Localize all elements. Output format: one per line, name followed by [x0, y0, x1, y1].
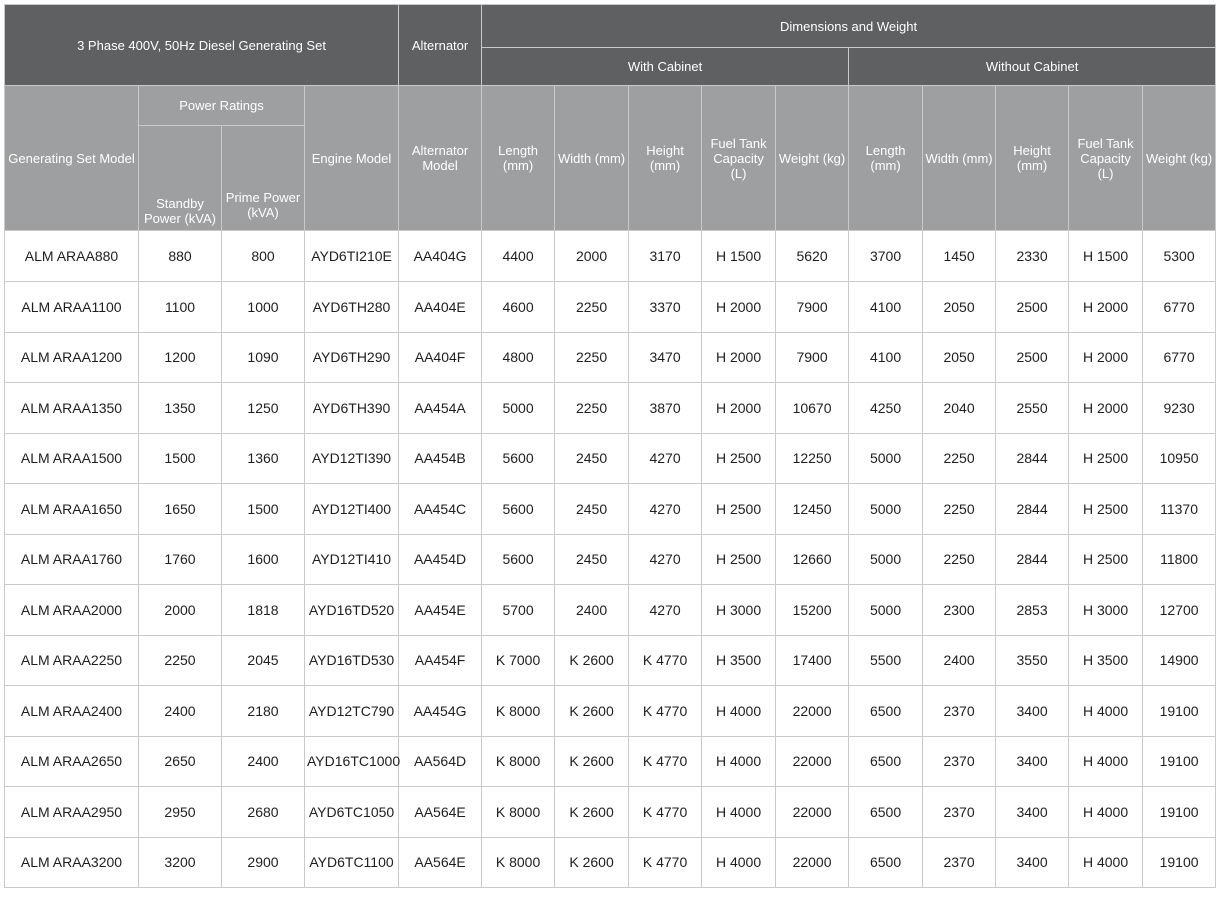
- col-header-height-nocab: Height (mm): [996, 86, 1069, 231]
- cell-weight-nocab: 10950: [1143, 433, 1216, 484]
- cell-engine-model: AYD6TC1050: [305, 787, 399, 838]
- cell-length-cab: K 7000: [482, 635, 555, 686]
- cell-prime-power: 1818: [222, 585, 305, 636]
- cell-engine-model: AYD6TI210E: [305, 231, 399, 282]
- cell-length-nocab: 4250: [849, 383, 923, 434]
- cell-height-nocab: 3400: [996, 736, 1069, 787]
- cell-weight-nocab: 11800: [1143, 534, 1216, 585]
- cell-fuel-tank-nocab: H 4000: [1069, 736, 1143, 787]
- cell-fuel-tank-cab: H 2500: [702, 534, 776, 585]
- generating-set-spec-table: [4, 4, 1216, 888]
- cell-engine-model: AYD16TD530: [305, 635, 399, 686]
- cell-height-nocab: 3400: [996, 686, 1069, 737]
- cell-width-nocab: 2050: [923, 332, 996, 383]
- cell-engine-model: AYD6TH390: [305, 383, 399, 434]
- cell-length-nocab: 6500: [849, 787, 923, 838]
- col-header-standby: Standby Power (kVA): [139, 126, 222, 231]
- cell-weight-nocab: 19100: [1143, 837, 1216, 888]
- cell-weight-cab: 10670: [776, 383, 849, 434]
- cell-height-cab: 3470: [629, 332, 702, 383]
- cell-standby-power: 2400: [139, 686, 222, 737]
- cell-standby-power: 3200: [139, 837, 222, 888]
- cell-height-nocab: 2844: [996, 534, 1069, 585]
- col-header-prime: Prime Power (kVA): [222, 126, 305, 231]
- cell-fuel-tank-cab: H 2500: [702, 484, 776, 535]
- cell-standby-power: 2650: [139, 736, 222, 787]
- table-row: [5, 736, 1216, 787]
- cell-fuel-tank-nocab: H 4000: [1069, 787, 1143, 838]
- cell-alternator-model: AA564E: [399, 837, 482, 888]
- cell-prime-power: 2045: [222, 635, 305, 686]
- table-row: [5, 231, 1216, 282]
- cell-width-cab: K 2600: [555, 686, 629, 737]
- cell-fuel-tank-nocab: H 1500: [1069, 231, 1143, 282]
- cell-standby-power: 1760: [139, 534, 222, 585]
- cell-alternator-model: AA404F: [399, 332, 482, 383]
- cell-alternator-model: AA564E: [399, 787, 482, 838]
- with-cabinet-header: With Cabinet: [482, 48, 849, 86]
- cell-standby-power: 2250: [139, 635, 222, 686]
- cell-alternator-model: AA404E: [399, 282, 482, 333]
- cell-length-nocab: 4100: [849, 282, 923, 333]
- cell-engine-model: AYD12TI390: [305, 433, 399, 484]
- cell-weight-nocab: 9230: [1143, 383, 1216, 434]
- cell-length-cab: K 8000: [482, 686, 555, 737]
- cell-alternator-model: AA454B: [399, 433, 482, 484]
- cell-prime-power: 2680: [222, 787, 305, 838]
- cell-height-cab: 4270: [629, 433, 702, 484]
- cell-prime-power: 2400: [222, 736, 305, 787]
- cell-length-cab: 4600: [482, 282, 555, 333]
- cell-standby-power: 1350: [139, 383, 222, 434]
- cell-standby-power: 2000: [139, 585, 222, 636]
- cell-width-nocab: 2250: [923, 534, 996, 585]
- col-header-length-cab: Length (mm): [482, 86, 555, 231]
- cell-fuel-tank-nocab: H 2500: [1069, 433, 1143, 484]
- cell-weight-nocab: 19100: [1143, 736, 1216, 787]
- cell-weight-cab: 15200: [776, 585, 849, 636]
- cell-fuel-tank-cab: H 4000: [702, 686, 776, 737]
- cell-width-nocab: 2300: [923, 585, 996, 636]
- cell-length-nocab: 5000: [849, 534, 923, 585]
- cell-length-cab: 5700: [482, 585, 555, 636]
- col-header-height-cab: Height (mm): [629, 86, 702, 231]
- cell-fuel-tank-nocab: H 2000: [1069, 332, 1143, 383]
- cell-length-nocab: 5000: [849, 484, 923, 535]
- cell-fuel-tank-cab: H 2000: [702, 282, 776, 333]
- col-header-width-nocab: Width (mm): [923, 86, 996, 231]
- cell-height-nocab: 3400: [996, 837, 1069, 888]
- cell-length-nocab: 5000: [849, 433, 923, 484]
- col-header-length-nocab: Length (mm): [849, 86, 923, 231]
- cell-alternator-model: AA454E: [399, 585, 482, 636]
- cell-width-cab: 2250: [555, 282, 629, 333]
- table-row: [5, 585, 1216, 636]
- cell-model: ALM ARAA2400: [5, 686, 139, 737]
- generating-set-title: 3 Phase 400V, 50Hz Diesel Generating Set: [5, 5, 399, 86]
- cell-weight-cab: 12450: [776, 484, 849, 535]
- cell-prime-power: 1090: [222, 332, 305, 383]
- cell-fuel-tank-nocab: H 2000: [1069, 282, 1143, 333]
- table-row: [5, 433, 1216, 484]
- cell-width-cab: K 2600: [555, 736, 629, 787]
- cell-length-nocab: 6500: [849, 837, 923, 888]
- cell-fuel-tank-cab: H 2500: [702, 433, 776, 484]
- cell-width-nocab: 2370: [923, 736, 996, 787]
- cell-height-cab: 4270: [629, 484, 702, 535]
- cell-model: ALM ARAA1500: [5, 433, 139, 484]
- cell-standby-power: 1650: [139, 484, 222, 535]
- cell-length-cab: K 8000: [482, 787, 555, 838]
- power-ratings-header: Power Ratings: [139, 86, 305, 126]
- cell-length-cab: 4800: [482, 332, 555, 383]
- cell-standby-power: 2950: [139, 787, 222, 838]
- cell-prime-power: 1250: [222, 383, 305, 434]
- cell-length-cab: K 8000: [482, 837, 555, 888]
- cell-fuel-tank-nocab: H 2000: [1069, 383, 1143, 434]
- table-row: [5, 686, 1216, 737]
- cell-weight-nocab: 19100: [1143, 686, 1216, 737]
- cell-width-nocab: 2400: [923, 635, 996, 686]
- cell-engine-model: AYD6TH290: [305, 332, 399, 383]
- cell-length-nocab: 6500: [849, 736, 923, 787]
- cell-width-cab: 2450: [555, 534, 629, 585]
- cell-weight-nocab: 6770: [1143, 282, 1216, 333]
- cell-weight-cab: 22000: [776, 787, 849, 838]
- cell-height-cab: 3370: [629, 282, 702, 333]
- cell-width-cab: 2400: [555, 585, 629, 636]
- cell-height-nocab: 2844: [996, 433, 1069, 484]
- cell-length-cab: 5000: [482, 383, 555, 434]
- table-row: [5, 534, 1216, 585]
- cell-width-nocab: 2250: [923, 484, 996, 535]
- cell-standby-power: 1500: [139, 433, 222, 484]
- cell-standby-power: 1100: [139, 282, 222, 333]
- table-row: [5, 635, 1216, 686]
- cell-length-nocab: 3700: [849, 231, 923, 282]
- cell-model: ALM ARAA1100: [5, 282, 139, 333]
- cell-height-nocab: 3550: [996, 635, 1069, 686]
- cell-width-cab: 2250: [555, 383, 629, 434]
- cell-engine-model: AYD12TI410: [305, 534, 399, 585]
- cell-model: ALM ARAA2000: [5, 585, 139, 636]
- col-header-fuel-nocab: Fuel Tank Capacity (L): [1069, 86, 1143, 231]
- cell-weight-cab: 22000: [776, 837, 849, 888]
- cell-height-cab: K 4770: [629, 837, 702, 888]
- cell-height-cab: 4270: [629, 534, 702, 585]
- cell-width-nocab: 1450: [923, 231, 996, 282]
- cell-height-nocab: 2500: [996, 332, 1069, 383]
- alternator-group-header: Alternator: [399, 5, 482, 86]
- cell-width-nocab: 2370: [923, 837, 996, 888]
- cell-height-nocab: 2853: [996, 585, 1069, 636]
- cell-alternator-model: AA454C: [399, 484, 482, 535]
- cell-height-cab: 3170: [629, 231, 702, 282]
- cell-width-cab: K 2600: [555, 635, 629, 686]
- cell-engine-model: AYD6TH280: [305, 282, 399, 333]
- cell-width-cab: K 2600: [555, 837, 629, 888]
- cell-engine-model: AYD6TC1100: [305, 837, 399, 888]
- cell-model: ALM ARAA880: [5, 231, 139, 282]
- cell-weight-cab: 17400: [776, 635, 849, 686]
- table-body: [5, 231, 1216, 888]
- cell-model: ALM ARAA1350: [5, 383, 139, 434]
- cell-alternator-model: AA564D: [399, 736, 482, 787]
- cell-model: ALM ARAA1200: [5, 332, 139, 383]
- col-header-model: Generating Set Model: [5, 86, 139, 231]
- cell-standby-power: 880: [139, 231, 222, 282]
- cell-fuel-tank-nocab: H 4000: [1069, 686, 1143, 737]
- cell-fuel-tank-cab: H 1500: [702, 231, 776, 282]
- cell-model: ALM ARAA2950: [5, 787, 139, 838]
- cell-height-nocab: 2500: [996, 282, 1069, 333]
- cell-weight-cab: 5620: [776, 231, 849, 282]
- cell-fuel-tank-nocab: H 3500: [1069, 635, 1143, 686]
- table-row: [5, 787, 1216, 838]
- cell-weight-nocab: 6770: [1143, 332, 1216, 383]
- cell-weight-cab: 7900: [776, 282, 849, 333]
- dimensions-weight-header: Dimensions and Weight: [482, 5, 1216, 48]
- cell-weight-nocab: 5300: [1143, 231, 1216, 282]
- cell-height-cab: K 4770: [629, 635, 702, 686]
- cell-weight-nocab: 11370: [1143, 484, 1216, 535]
- cell-length-nocab: 5000: [849, 585, 923, 636]
- cell-height-cab: K 4770: [629, 686, 702, 737]
- cell-fuel-tank-nocab: H 4000: [1069, 837, 1143, 888]
- cell-weight-nocab: 19100: [1143, 787, 1216, 838]
- cell-width-nocab: 2370: [923, 686, 996, 737]
- cell-width-cab: K 2600: [555, 787, 629, 838]
- col-header-weight-nocab: Weight (kg): [1143, 86, 1216, 231]
- cell-width-nocab: 2250: [923, 433, 996, 484]
- cell-height-cab: K 4770: [629, 787, 702, 838]
- cell-model: ALM ARAA2650: [5, 736, 139, 787]
- table-row: [5, 837, 1216, 888]
- cell-model: ALM ARAA3200: [5, 837, 139, 888]
- table-row: [5, 332, 1216, 383]
- cell-height-nocab: 2844: [996, 484, 1069, 535]
- cell-model: ALM ARAA1650: [5, 484, 139, 535]
- cell-prime-power: 1500: [222, 484, 305, 535]
- cell-length-nocab: 5500: [849, 635, 923, 686]
- cell-alternator-model: AA454F: [399, 635, 482, 686]
- cell-model: ALM ARAA2250: [5, 635, 139, 686]
- cell-alternator-model: AA454G: [399, 686, 482, 737]
- cell-fuel-tank-nocab: H 3000: [1069, 585, 1143, 636]
- cell-height-nocab: 2550: [996, 383, 1069, 434]
- col-header-fuel-cab: Fuel Tank Capacity (L): [702, 86, 776, 231]
- col-header-weight-cab: Weight (kg): [776, 86, 849, 231]
- cell-fuel-tank-cab: H 4000: [702, 787, 776, 838]
- cell-length-cab: K 8000: [482, 736, 555, 787]
- cell-height-cab: 4270: [629, 585, 702, 636]
- col-header-width-cab: Width (mm): [555, 86, 629, 231]
- cell-prime-power: 2900: [222, 837, 305, 888]
- cell-width-nocab: 2050: [923, 282, 996, 333]
- cell-weight-cab: 22000: [776, 686, 849, 737]
- cell-height-nocab: 3400: [996, 787, 1069, 838]
- cell-engine-model: AYD16TD520: [305, 585, 399, 636]
- cell-prime-power: 2180: [222, 686, 305, 737]
- cell-length-nocab: 4100: [849, 332, 923, 383]
- cell-width-nocab: 2040: [923, 383, 996, 434]
- cell-weight-nocab: 14900: [1143, 635, 1216, 686]
- cell-model: ALM ARAA1760: [5, 534, 139, 585]
- cell-weight-cab: 7900: [776, 332, 849, 383]
- cell-engine-model: AYD12TC790: [305, 686, 399, 737]
- cell-alternator-model: AA454D: [399, 534, 482, 585]
- table-row: [5, 484, 1216, 535]
- cell-width-cab: 2450: [555, 433, 629, 484]
- cell-weight-cab: 22000: [776, 736, 849, 787]
- cell-fuel-tank-nocab: H 2500: [1069, 484, 1143, 535]
- cell-fuel-tank-cab: H 4000: [702, 837, 776, 888]
- cell-weight-cab: 12660: [776, 534, 849, 585]
- col-header-alternator-model: Alternator Model: [399, 86, 482, 231]
- cell-fuel-tank-cab: H 3500: [702, 635, 776, 686]
- cell-fuel-tank-cab: H 2000: [702, 332, 776, 383]
- cell-engine-model: AYD16TC1000: [305, 736, 399, 787]
- cell-width-nocab: 2370: [923, 787, 996, 838]
- col-header-engine: Engine Model: [305, 86, 399, 231]
- table-row: [5, 282, 1216, 333]
- without-cabinet-header: Without Cabinet: [849, 48, 1216, 86]
- cell-alternator-model: AA454A: [399, 383, 482, 434]
- cell-length-cab: 5600: [482, 433, 555, 484]
- cell-fuel-tank-nocab: H 2500: [1069, 534, 1143, 585]
- cell-length-nocab: 6500: [849, 686, 923, 737]
- cell-prime-power: 1360: [222, 433, 305, 484]
- cell-prime-power: 800: [222, 231, 305, 282]
- cell-height-nocab: 2330: [996, 231, 1069, 282]
- cell-alternator-model: AA404G: [399, 231, 482, 282]
- cell-width-cab: 2250: [555, 332, 629, 383]
- cell-length-cab: 5600: [482, 484, 555, 535]
- cell-width-cab: 2450: [555, 484, 629, 535]
- cell-height-cab: K 4770: [629, 736, 702, 787]
- cell-fuel-tank-cab: H 4000: [702, 736, 776, 787]
- cell-length-cab: 5600: [482, 534, 555, 585]
- cell-width-cab: 2000: [555, 231, 629, 282]
- cell-height-cab: 3870: [629, 383, 702, 434]
- cell-fuel-tank-cab: H 2000: [702, 383, 776, 434]
- cell-weight-cab: 12250: [776, 433, 849, 484]
- cell-fuel-tank-cab: H 3000: [702, 585, 776, 636]
- cell-prime-power: 1000: [222, 282, 305, 333]
- cell-weight-nocab: 12700: [1143, 585, 1216, 636]
- table-row: [5, 383, 1216, 434]
- cell-standby-power: 1200: [139, 332, 222, 383]
- cell-engine-model: AYD12TI400: [305, 484, 399, 535]
- cell-length-cab: 4400: [482, 231, 555, 282]
- cell-prime-power: 1600: [222, 534, 305, 585]
